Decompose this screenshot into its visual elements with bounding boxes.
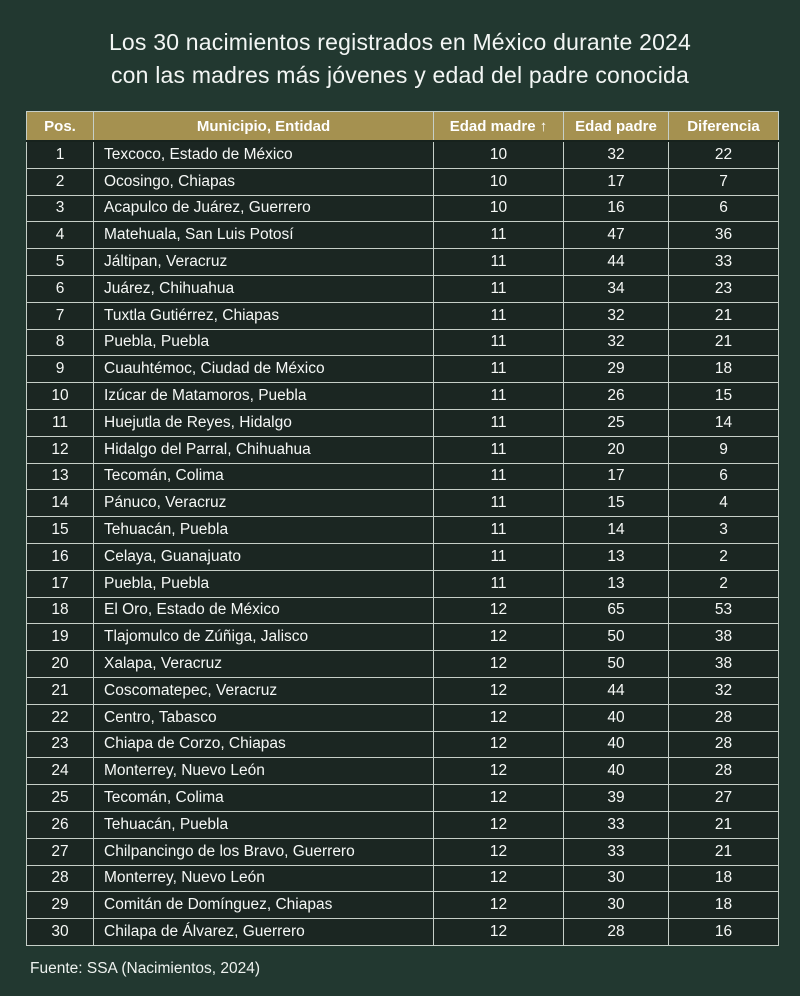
page-title [0,0,800,92]
cell-municipio: Texcoco, Estado de México [94,141,434,168]
cell-municipio: Hidalgo del Parral, Chihuahua [94,436,434,463]
cell-edad-padre: 30 [564,892,669,919]
cell-diferencia: 6 [669,195,779,222]
cell-pos: 20 [27,651,94,678]
table-row [27,785,779,812]
cell-edad-padre: 32 [564,141,669,168]
table-body [27,141,779,945]
table-row [27,436,779,463]
cell-diferencia: 21 [669,302,779,329]
cell-edad-padre: 33 [564,811,669,838]
cell-pos: 10 [27,383,94,410]
cell-edad-madre: 11 [434,490,564,517]
cell-municipio: Monterrey, Nuevo León [94,758,434,785]
cell-diferencia: 32 [669,677,779,704]
cell-municipio: Tehuacán, Puebla [94,517,434,544]
title-line-1: Los 30 nacimientos registrados en México durante 2024 [108,29,692,55]
cell-edad-madre: 12 [434,677,564,704]
table-row [27,624,779,651]
cell-municipio: Pánuco, Veracruz [94,490,434,517]
column-header-municipio[interactable]: Municipio, Entidad [94,112,434,142]
column-header-edad-padre[interactable]: Edad padre [564,112,669,142]
cell-pos: 30 [27,919,94,946]
cell-municipio: Huejutla de Reyes, Hidalgo [94,409,434,436]
cell-pos: 27 [27,838,94,865]
table-row [27,731,779,758]
source-note: Fuente: SSA (Nacimientos, 2024) [30,959,261,977]
cell-municipio: Acapulco de Juárez, Guerrero [94,195,434,222]
cell-diferencia: 21 [669,329,779,356]
cell-edad-madre: 10 [434,195,564,222]
cell-edad-madre: 11 [434,570,564,597]
cell-municipio: Chilpancingo de los Bravo, Guerrero [94,838,434,865]
cell-edad-madre: 12 [434,624,564,651]
table-row [27,704,779,731]
cell-municipio: Coscomatepec, Veracruz [94,677,434,704]
cell-diferencia: 16 [669,919,779,946]
table-row [27,249,779,276]
cell-edad-madre: 11 [434,517,564,544]
cell-diferencia: 38 [669,624,779,651]
cell-pos: 15 [27,517,94,544]
cell-municipio: Tuxtla Gutiérrez, Chiapas [94,302,434,329]
cell-edad-madre: 12 [434,704,564,731]
cell-edad-madre: 12 [434,865,564,892]
cell-edad-padre: 40 [564,758,669,785]
cell-diferencia: 27 [669,785,779,812]
cell-edad-padre: 44 [564,249,669,276]
cell-diferencia: 36 [669,222,779,249]
cell-edad-padre: 13 [564,570,669,597]
cell-edad-padre: 50 [564,651,669,678]
cell-municipio: Tecomán, Colima [94,463,434,490]
cell-edad-padre: 40 [564,731,669,758]
cell-pos: 21 [27,677,94,704]
cell-edad-madre: 10 [434,168,564,195]
cell-pos: 14 [27,490,94,517]
column-header-diferencia[interactable]: Diferencia [669,112,779,142]
cell-pos: 3 [27,195,94,222]
cell-municipio: Tecomán, Colima [94,785,434,812]
header-row [27,112,779,142]
cell-edad-padre: 28 [564,919,669,946]
cell-municipio: Izúcar de Matamoros, Puebla [94,383,434,410]
cell-edad-madre: 12 [434,597,564,624]
cell-municipio: Tehuacán, Puebla [94,811,434,838]
table-row [27,463,779,490]
cell-municipio: Monterrey, Nuevo León [94,865,434,892]
cell-diferencia: 4 [669,490,779,517]
cell-municipio: Tlajomulco de Zúñiga, Jalisco [94,624,434,651]
cell-pos: 24 [27,758,94,785]
cell-edad-madre: 10 [434,141,564,168]
cell-edad-padre: 44 [564,677,669,704]
table-row [27,892,779,919]
cell-edad-madre: 11 [434,383,564,410]
cell-edad-madre: 11 [434,543,564,570]
cell-municipio: Cuauhtémoc, Ciudad de México [94,356,434,383]
table-row [27,195,779,222]
cell-diferencia: 18 [669,356,779,383]
cell-edad-madre: 12 [434,651,564,678]
cell-pos: 13 [27,463,94,490]
cell-municipio: Juárez, Chihuahua [94,275,434,302]
cell-pos: 4 [27,222,94,249]
cell-municipio: Matehuala, San Luis Potosí [94,222,434,249]
cell-edad-madre: 11 [434,436,564,463]
cell-edad-padre: 30 [564,865,669,892]
cell-edad-padre: 25 [564,409,669,436]
cell-municipio: Chiapa de Corzo, Chiapas [94,731,434,758]
cell-pos: 22 [27,704,94,731]
cell-edad-madre: 12 [434,731,564,758]
cell-diferencia: 28 [669,758,779,785]
cell-edad-madre: 11 [434,302,564,329]
cell-diferencia: 22 [669,141,779,168]
cell-pos: 1 [27,141,94,168]
cell-edad-padre: 32 [564,329,669,356]
cell-pos: 18 [27,597,94,624]
cell-edad-padre: 13 [564,543,669,570]
cell-edad-padre: 33 [564,838,669,865]
table-row [27,356,779,383]
cell-edad-madre: 12 [434,811,564,838]
cell-pos: 7 [27,302,94,329]
table-row [27,838,779,865]
cell-edad-padre: 40 [564,704,669,731]
cell-pos: 25 [27,785,94,812]
cell-diferencia: 6 [669,463,779,490]
cell-diferencia: 15 [669,383,779,410]
table-header [27,112,779,142]
cell-diferencia: 2 [669,570,779,597]
cell-diferencia: 3 [669,517,779,544]
cell-edad-madre: 11 [434,275,564,302]
cell-edad-padre: 34 [564,275,669,302]
cell-diferencia: 21 [669,811,779,838]
cell-diferencia: 38 [669,651,779,678]
cell-municipio: Xalapa, Veracruz [94,651,434,678]
table-row [27,383,779,410]
cell-municipio: Celaya, Guanajuato [94,543,434,570]
cell-edad-padre: 20 [564,436,669,463]
table-row [27,543,779,570]
cell-municipio: Jáltipan, Veracruz [94,249,434,276]
table-row [27,168,779,195]
cell-edad-madre: 11 [434,222,564,249]
cell-diferencia: 28 [669,731,779,758]
table-row [27,517,779,544]
cell-edad-madre: 11 [434,249,564,276]
cell-diferencia: 23 [669,275,779,302]
cell-diferencia: 33 [669,249,779,276]
cell-municipio: Centro, Tabasco [94,704,434,731]
cell-edad-madre: 12 [434,838,564,865]
table-row [27,597,779,624]
cell-edad-padre: 65 [564,597,669,624]
table-row [27,570,779,597]
cell-edad-padre: 47 [564,222,669,249]
cell-edad-madre: 11 [434,409,564,436]
cell-municipio: Puebla, Puebla [94,329,434,356]
cell-edad-madre: 11 [434,329,564,356]
cell-edad-madre: 11 [434,463,564,490]
column-header-edad-madre[interactable]: Edad madre ↑ [434,112,564,142]
column-header-pos[interactable]: Pos. [27,112,94,142]
table-row [27,865,779,892]
cell-edad-padre: 32 [564,302,669,329]
cell-edad-padre: 17 [564,463,669,490]
title-line-2: con las madres más jóvenes y edad del padre conocida [110,62,690,88]
cell-municipio: El Oro, Estado de México [94,597,434,624]
cell-diferencia: 53 [669,597,779,624]
cell-edad-padre: 50 [564,624,669,651]
cell-edad-padre: 26 [564,383,669,410]
cell-municipio: Chilapa de Álvarez, Guerrero [94,919,434,946]
cell-pos: 9 [27,356,94,383]
cell-municipio: Puebla, Puebla [94,570,434,597]
cell-edad-madre: 12 [434,758,564,785]
cell-edad-padre: 17 [564,168,669,195]
cell-pos: 5 [27,249,94,276]
table-row [27,409,779,436]
cell-diferencia: 18 [669,892,779,919]
table-row [27,490,779,517]
cell-edad-madre: 11 [434,356,564,383]
table-row [27,302,779,329]
cell-diferencia: 21 [669,838,779,865]
cell-pos: 26 [27,811,94,838]
cell-pos: 29 [27,892,94,919]
cell-municipio: Comitán de Domínguez, Chiapas [94,892,434,919]
cell-diferencia: 9 [669,436,779,463]
table-row [27,275,779,302]
cell-edad-padre: 16 [564,195,669,222]
cell-pos: 19 [27,624,94,651]
cell-diferencia: 14 [669,409,779,436]
cell-diferencia: 2 [669,543,779,570]
table-row [27,222,779,249]
cell-edad-madre: 12 [434,785,564,812]
births-table [26,111,779,946]
table-row [27,758,779,785]
cell-edad-padre: 29 [564,356,669,383]
cell-pos: 17 [27,570,94,597]
cell-edad-padre: 15 [564,490,669,517]
cell-diferencia: 7 [669,168,779,195]
cell-diferencia: 18 [669,865,779,892]
cell-pos: 8 [27,329,94,356]
cell-pos: 2 [27,168,94,195]
cell-pos: 23 [27,731,94,758]
cell-pos: 6 [27,275,94,302]
table-row [27,651,779,678]
cell-diferencia: 28 [669,704,779,731]
table-row [27,141,779,168]
cell-pos: 11 [27,409,94,436]
table-row [27,811,779,838]
cell-pos: 28 [27,865,94,892]
cell-edad-madre: 12 [434,892,564,919]
cell-pos: 16 [27,543,94,570]
table-row [27,329,779,356]
cell-edad-madre: 12 [434,919,564,946]
cell-municipio: Ocosingo, Chiapas [94,168,434,195]
table-row [27,677,779,704]
table-row [27,919,779,946]
cell-edad-padre: 14 [564,517,669,544]
cell-edad-padre: 39 [564,785,669,812]
cell-pos: 12 [27,436,94,463]
